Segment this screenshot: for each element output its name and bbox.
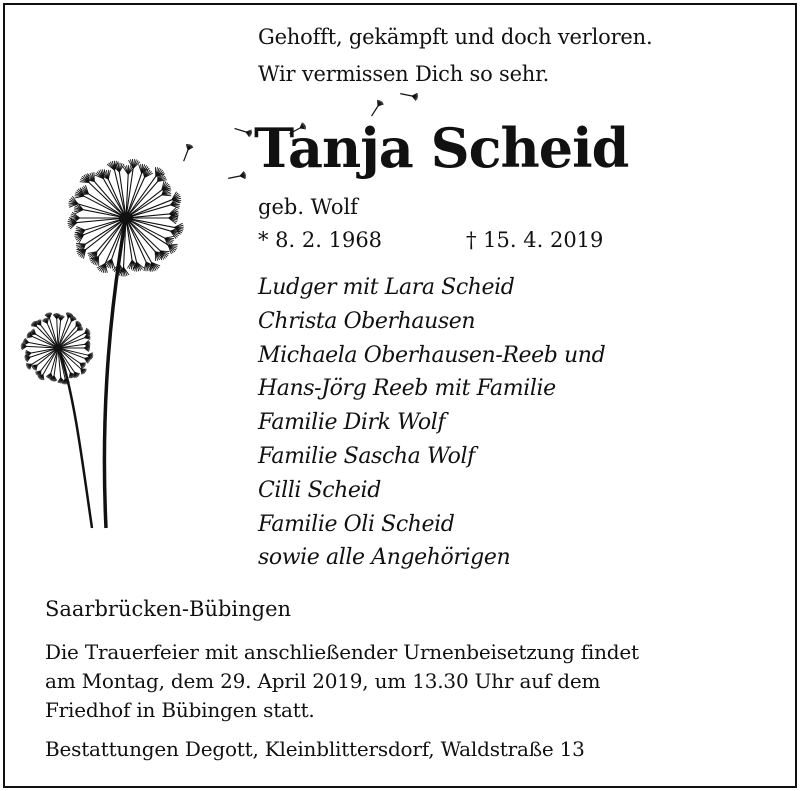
ceremony-line: Friedhof in Bübingen statt. <box>45 698 315 722</box>
birth-date: * 8. 2. 1968 <box>258 228 383 252</box>
ceremony-notice <box>45 638 765 725</box>
death-date: † 15. 4. 2019 <box>466 228 604 252</box>
life-dates <box>258 228 604 252</box>
ceremony-line: am Montag, dem 29. April 2019, um 13.30 Uhr auf dem <box>45 669 601 693</box>
mourner: Familie Sascha Wolf <box>258 443 475 469</box>
mourner: Ludger mit Lara Scheid <box>258 275 515 300</box>
deceased-name: Tanja Scheid <box>254 116 629 180</box>
ceremony-line: Die Trauerfeier mit anschließender Urnenbeisetzung findet <box>45 640 639 664</box>
mourners-list <box>258 271 605 575</box>
mourner: Familie Oli Scheid <box>258 511 455 537</box>
small-dandelion <box>21 312 93 384</box>
mourner: Hans-Jörg Reeb mit Familie <box>258 376 556 402</box>
verse-line-2: Wir vermissen Dich so sehr. <box>258 62 550 86</box>
mourner: Christa Oberhausen <box>258 308 476 334</box>
large-dandelion <box>68 159 184 277</box>
maiden-name: geb. Wolf <box>258 195 358 219</box>
mourner: Michaela Oberhausen-Reeb und <box>258 342 606 368</box>
verse-line-1: Gehofft, gekämpft und doch verloren. <box>258 25 653 49</box>
undertaker-info: Bestattungen Degott, Kleinblittersdorf, Waldstraße 13 <box>45 737 585 761</box>
place-name: Saarbrücken-Bübingen <box>45 597 292 621</box>
mourner: sowie alle Angehörigen <box>258 545 511 571</box>
mourner: Familie Dirk Wolf <box>258 410 446 436</box>
mourner: Cilli Scheid <box>258 477 381 503</box>
